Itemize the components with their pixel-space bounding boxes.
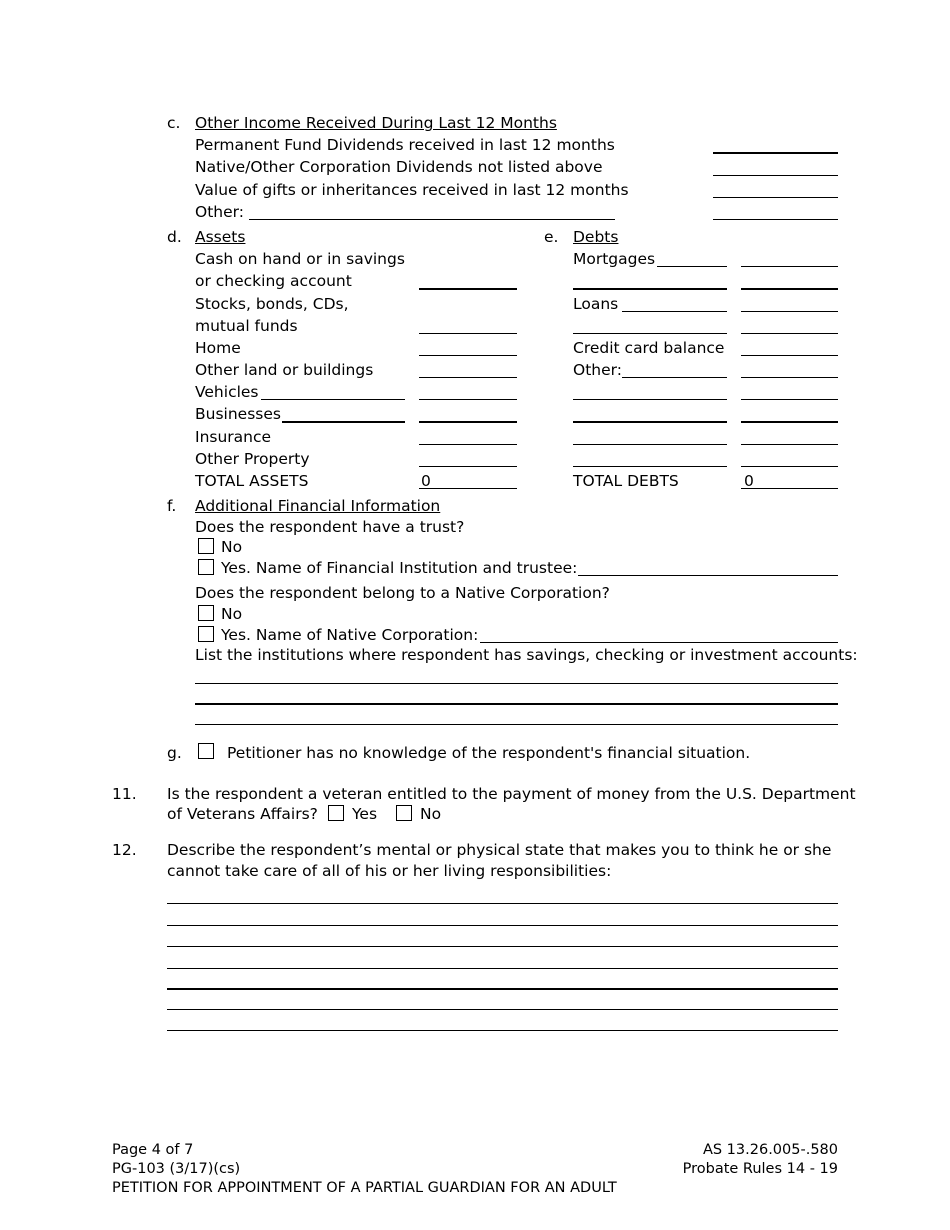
section-d-heading: Assets — [195, 228, 246, 246]
other-debts-label: Other: — [573, 361, 622, 379]
stocks-label-line2: mutual funds — [195, 317, 298, 335]
native-corp-no-label: No — [221, 605, 243, 623]
native-corp-no-checkbox[interactable] — [198, 605, 214, 621]
corp-dividends-amount-field[interactable] — [713, 175, 838, 176]
native-corp-yes-checkbox[interactable] — [198, 626, 214, 642]
veteran-no-label: No — [420, 805, 442, 823]
mental-state-line-2[interactable] — [167, 925, 838, 926]
stocks-label-line1: Stocks, bonds, CDs, — [195, 295, 349, 313]
veteran-no-checkbox[interactable] — [396, 805, 412, 821]
mortgage-description-field-1[interactable] — [657, 266, 727, 267]
businesses-label: Businesses — [195, 405, 281, 423]
pfd-label: Permanent Fund Dividends received in last 12 months — [195, 136, 615, 154]
total-assets-field[interactable] — [419, 488, 517, 489]
home-label: Home — [195, 339, 241, 357]
other-land-amount-field[interactable] — [419, 377, 517, 378]
institutions-prompt: List the institutions where respondent has savings, checking or investment accounts: — [195, 646, 858, 664]
section-d-letter: d. — [167, 228, 182, 246]
q12-text-line1: Describe the respondent’s mental or physical state that makes you to think he or she — [167, 841, 832, 859]
other-property-label: Other Property — [195, 450, 310, 468]
gifts-label: Value of gifts or inheritances received in last 12 months — [195, 181, 629, 199]
other-land-label: Other land or buildings — [195, 361, 374, 379]
institutions-line-2[interactable] — [195, 703, 838, 705]
loan-amount-field-2[interactable] — [741, 333, 838, 334]
mortgage-amount-field-1[interactable] — [741, 266, 838, 267]
section-c-letter: c. — [167, 114, 181, 132]
native-corp-name-field[interactable] — [480, 642, 838, 643]
cash-label-line1: Cash on hand or in savings — [195, 250, 405, 268]
trust-yes-checkbox[interactable] — [198, 559, 214, 575]
mental-state-line-1[interactable] — [167, 903, 838, 904]
other-debt-description-field-5[interactable] — [573, 466, 727, 467]
section-c-heading: Other Income Received During Last 12 Months — [195, 114, 557, 132]
other-debt-amount-field-1[interactable] — [741, 377, 838, 378]
mortgages-label: Mortgages — [573, 250, 656, 268]
mental-state-line-5[interactable] — [167, 988, 838, 990]
cash-label-line2: or checking account — [195, 272, 352, 290]
other-debt-amount-field-4[interactable] — [741, 444, 838, 445]
q12-number: 12. — [112, 841, 137, 859]
other-property-amount-field[interactable] — [419, 466, 517, 467]
total-debts-value: 0 — [744, 472, 754, 490]
footer-form-title: PETITION FOR APPOINTMENT OF A PARTIAL GUARDIAN FOR AN ADULT — [112, 1180, 617, 1196]
total-assets-value: 0 — [421, 472, 431, 490]
native-corp-yes-label: Yes. Name of Native Corporation: — [221, 626, 479, 644]
veteran-yes-label: Yes — [352, 805, 378, 823]
q11-number: 11. — [112, 785, 137, 803]
mortgage-description-field-2[interactable] — [573, 288, 727, 290]
other-debt-description-field-3[interactable] — [573, 421, 727, 423]
loan-description-field-1[interactable] — [622, 311, 727, 312]
stocks-amount-field[interactable] — [419, 333, 517, 334]
other-income-amount-field[interactable] — [713, 219, 838, 220]
pfd-amount-field[interactable] — [713, 152, 838, 154]
q12-text-line2: cannot take care of all of his or her living responsibilities: — [167, 862, 612, 880]
section-e-letter: e. — [544, 228, 559, 246]
gifts-amount-field[interactable] — [713, 197, 838, 198]
cash-amount-field[interactable] — [419, 288, 517, 290]
other-debt-amount-field-2[interactable] — [741, 399, 838, 400]
total-assets-label: TOTAL ASSETS — [195, 472, 309, 490]
native-corp-question: Does the respondent belong to a Native Corporation? — [195, 584, 610, 602]
footer-form-id: PG-103 (3/17)(cs) — [112, 1161, 241, 1177]
businesses-description-field[interactable] — [282, 421, 405, 423]
corp-dividends-label: Native/Other Corporation Dividends not listed above — [195, 158, 603, 176]
section-f-letter: f. — [167, 497, 177, 515]
total-debts-label: TOTAL DEBTS — [573, 472, 679, 490]
section-f-heading: Additional Financial Information — [195, 497, 441, 515]
trustee-name-field[interactable] — [578, 575, 838, 576]
institutions-line-3[interactable] — [195, 724, 838, 725]
loan-description-field-2[interactable] — [573, 333, 727, 334]
footer-page-number: Page 4 of 7 — [112, 1142, 194, 1158]
other-income-description-field[interactable] — [249, 219, 615, 220]
trust-no-checkbox[interactable] — [198, 538, 214, 554]
businesses-amount-field[interactable] — [419, 421, 517, 423]
other-debt-description-field-1[interactable] — [622, 377, 727, 378]
no-knowledge-label: Petitioner has no knowledge of the respondent's financial situation. — [227, 744, 751, 762]
insurance-amount-field[interactable] — [419, 444, 517, 445]
vehicles-label: Vehicles — [195, 383, 259, 401]
other-debt-description-field-2[interactable] — [573, 399, 727, 400]
mental-state-line-7[interactable] — [167, 1030, 838, 1031]
trust-question: Does the respondent have a trust? — [195, 518, 465, 536]
mental-state-line-4[interactable] — [167, 968, 838, 969]
credit-card-label: Credit card balance — [573, 339, 725, 357]
no-knowledge-checkbox[interactable] — [198, 743, 214, 759]
home-amount-field[interactable] — [419, 355, 517, 356]
trust-yes-label: Yes. Name of Financial Institution and trustee: — [221, 559, 578, 577]
section-g-letter: g. — [167, 744, 182, 762]
insurance-label: Insurance — [195, 428, 272, 446]
mental-state-line-6[interactable] — [167, 1009, 838, 1010]
footer-statute: AS 13.26.005-.580 — [702, 1142, 838, 1158]
other-debt-amount-field-5[interactable] — [741, 466, 838, 467]
q11-text-line2: of Veterans Affairs? — [167, 805, 318, 823]
total-debts-field[interactable] — [741, 488, 838, 489]
mortgage-amount-field-2[interactable] — [741, 288, 838, 290]
veteran-yes-checkbox[interactable] — [328, 805, 344, 821]
other-income-label: Other: — [195, 203, 244, 221]
other-debt-amount-field-3[interactable] — [741, 421, 838, 423]
mental-state-line-3[interactable] — [167, 946, 838, 947]
credit-card-amount-field[interactable] — [741, 355, 838, 356]
other-debt-description-field-4[interactable] — [573, 444, 727, 445]
section-e-heading: Debts — [573, 228, 619, 246]
vehicles-amount-field[interactable] — [419, 399, 517, 400]
loan-amount-field-1[interactable] — [741, 311, 838, 312]
loans-label: Loans — [573, 295, 619, 313]
institutions-line-1[interactable] — [195, 683, 838, 684]
vehicles-description-field[interactable] — [261, 399, 405, 400]
q11-text-line1: Is the respondent a veteran entitled to the payment of money from the U.S. Department — [167, 785, 856, 803]
trust-no-label: No — [221, 538, 243, 556]
footer-probate-rules: Probate Rules 14 - 19 — [682, 1161, 838, 1177]
